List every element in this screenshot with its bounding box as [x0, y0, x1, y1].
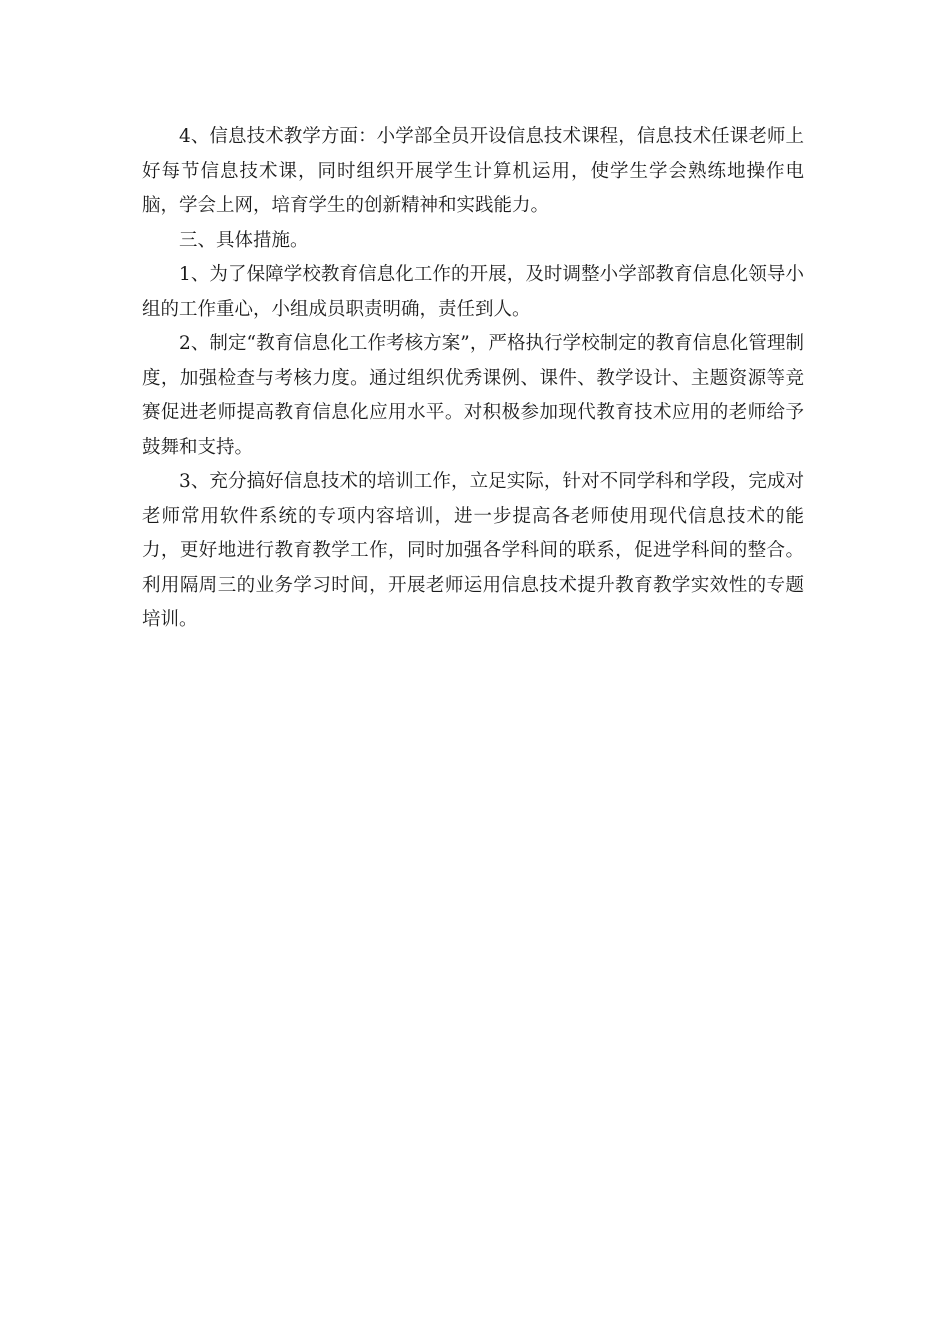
paragraph-measure-1: 1、为了保障学校教育信息化工作的开展，及时调整小学部教育信息化领导小组的工作重心，小组成员职责明确，责任到人。: [142, 264, 804, 320]
paragraph-measure-3: 3、充分搞好信息技术的培训工作，立足实际，针对不同学科和学段，完成对老师常用软件系统的专项内容培训，进一步提高各老师使用现代信息技术的能力，更好地进行教育教学工作，同时加强各学科间的联系，促进学科间的整合。利用隔周三的业务学习时间，开展老师运用信息技术提升教育教学实效性的专题培训。: [142, 471, 804, 630]
paragraph-measure-2: 2、制定“教育信息化工作考核方案”，严格执行学校制定的教育信息化管理制度，加强检查与考核力度。通过组织优秀课例、课件、教学设计、主题资源等竞赛促进老师提高教育信息化应用水平。对积极参加现代教育技术应用的老师给予鼓舞和支持。: [142, 333, 804, 458]
section-heading-measures: 三、具体措施。: [179, 229, 309, 251]
paragraph-it-teaching: 4、信息技术教学方面：小学部全员开设信息技术课程，信息技术任课老师上好每节信息技术课，同时组织开展学生计算机运用，使学生学会熟练地操作电脑，学会上网，培育学生的创新精神和实践能力。: [142, 126, 804, 216]
document-body: [142, 120, 804, 638]
